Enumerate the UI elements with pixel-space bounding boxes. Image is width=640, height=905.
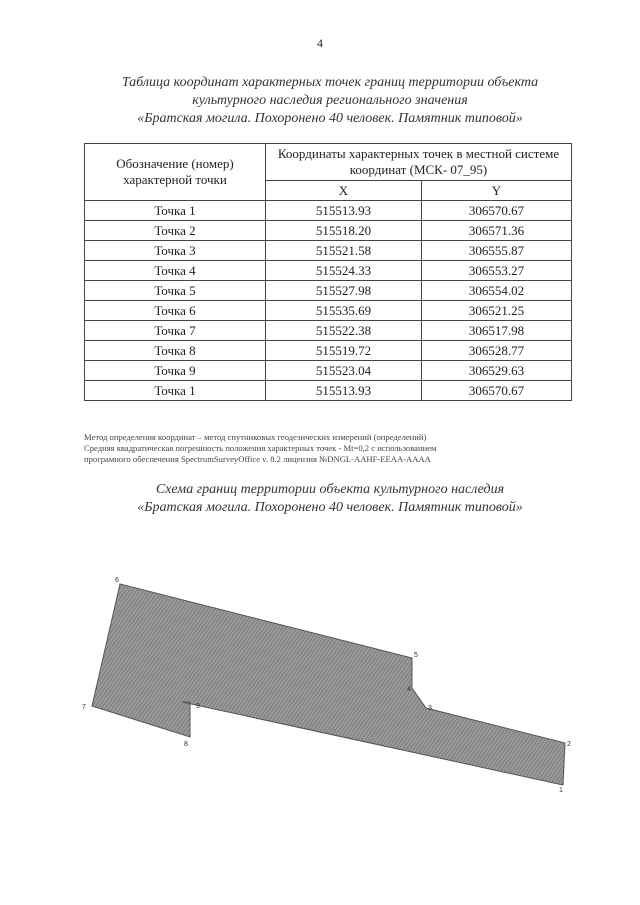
table-row bbox=[85, 301, 572, 321]
header-coords: Координаты характерных точек в местной системе координат (МСК- 07_95) bbox=[266, 144, 572, 181]
header-point: Обозначение (номер) характерной точки bbox=[85, 144, 266, 201]
cell-x: 515535.69 bbox=[266, 301, 422, 321]
point-label-1: 1 bbox=[559, 787, 563, 794]
cell-y: 306528.77 bbox=[422, 341, 572, 361]
cell-name: Точка 3 bbox=[85, 241, 266, 261]
table-row bbox=[85, 361, 572, 381]
cell-y: 306571.36 bbox=[422, 221, 572, 241]
cell-x: 515523.04 bbox=[266, 361, 422, 381]
cell-y: 306529.63 bbox=[422, 361, 572, 381]
cell-y: 306554.02 bbox=[422, 281, 572, 301]
table-row bbox=[85, 241, 572, 261]
cell-name: Точка 9 bbox=[85, 361, 266, 381]
cell-x: 515521.58 bbox=[266, 241, 422, 261]
cell-name: Точка 4 bbox=[85, 261, 266, 281]
table-title-line-2: культурного наследия регионального значения bbox=[192, 93, 468, 108]
cell-name: Точка 1 bbox=[85, 381, 266, 401]
point-label-2: 2 bbox=[567, 741, 571, 748]
scheme-title-line-1: Схема границ территории объекта культурного наследия bbox=[155, 482, 505, 497]
cell-name: Точка 7 bbox=[85, 321, 266, 341]
table-title-line-3: «Братская могила. Похоронено 40 человек. Памятник типовой» bbox=[137, 111, 523, 126]
cell-y: 306521.25 bbox=[422, 301, 572, 321]
cell-x: 515522.38 bbox=[266, 321, 422, 341]
cell-y: 306553.27 bbox=[422, 261, 572, 281]
cell-name: Точка 5 bbox=[85, 281, 266, 301]
cell-x: 515513.93 bbox=[266, 381, 422, 401]
table-title bbox=[60, 74, 600, 128]
scheme-title-line-2: «Братская могила. Похоронено 40 человек. Памятник типовой» bbox=[137, 500, 523, 515]
table-row bbox=[85, 281, 572, 301]
cell-name: Точка 8 bbox=[85, 341, 266, 361]
table-title-line-1: Таблица координат характерных точек границ территории объекта bbox=[121, 75, 539, 90]
cell-y: 306570.67 bbox=[422, 381, 572, 401]
table-row bbox=[85, 341, 572, 361]
cell-name: Точка 2 bbox=[85, 221, 266, 241]
table-row bbox=[85, 261, 572, 281]
point-label-8: 8 bbox=[184, 741, 188, 748]
cell-name: Точка 1 bbox=[85, 201, 266, 221]
boundary-scheme bbox=[0, 560, 640, 800]
scheme-title bbox=[60, 481, 600, 517]
method-note-line-3: програмного обеспечения SpectrumSurveyOffice v. 8.2 лицензия №DNGL-AAHF-EEAA-AAAA bbox=[84, 454, 431, 464]
cell-y: 306570.67 bbox=[422, 201, 572, 221]
cell-y: 306517.98 bbox=[422, 321, 572, 341]
table-row bbox=[85, 381, 572, 401]
cell-x: 515519.72 bbox=[266, 341, 422, 361]
cell-y: 306555.87 bbox=[422, 241, 572, 261]
point-label-6: 6 bbox=[115, 577, 119, 584]
table-row bbox=[85, 221, 572, 241]
cell-x: 515527.98 bbox=[266, 281, 422, 301]
point-label-5: 5 bbox=[414, 652, 418, 659]
table-row bbox=[85, 321, 572, 341]
point-label-9: 9 bbox=[196, 703, 200, 710]
table-row bbox=[85, 201, 572, 221]
cell-x: 515518.20 bbox=[266, 221, 422, 241]
coordinates-table-body bbox=[85, 201, 572, 401]
cell-name: Точка 6 bbox=[85, 301, 266, 321]
coordinates-table bbox=[84, 143, 572, 401]
point-label-4: 4 bbox=[407, 686, 411, 693]
boundary-polygon bbox=[92, 584, 565, 785]
cell-x: 515513.93 bbox=[266, 201, 422, 221]
point-label-3: 3 bbox=[428, 705, 432, 712]
cell-x: 515524.33 bbox=[266, 261, 422, 281]
point-label-7: 7 bbox=[82, 704, 86, 711]
method-note-line-1: Метод определения координат – метод спутниковых геодезических измерений (определений) bbox=[84, 432, 427, 442]
method-note bbox=[84, 432, 580, 465]
method-note-line-2: Средняя квадратическая погрешность положения характерных точек - Mt=0,2 с использованием bbox=[84, 443, 437, 453]
header-x: X bbox=[266, 181, 422, 201]
page-number: 4 bbox=[317, 36, 323, 50]
header-y: Y bbox=[422, 181, 572, 201]
